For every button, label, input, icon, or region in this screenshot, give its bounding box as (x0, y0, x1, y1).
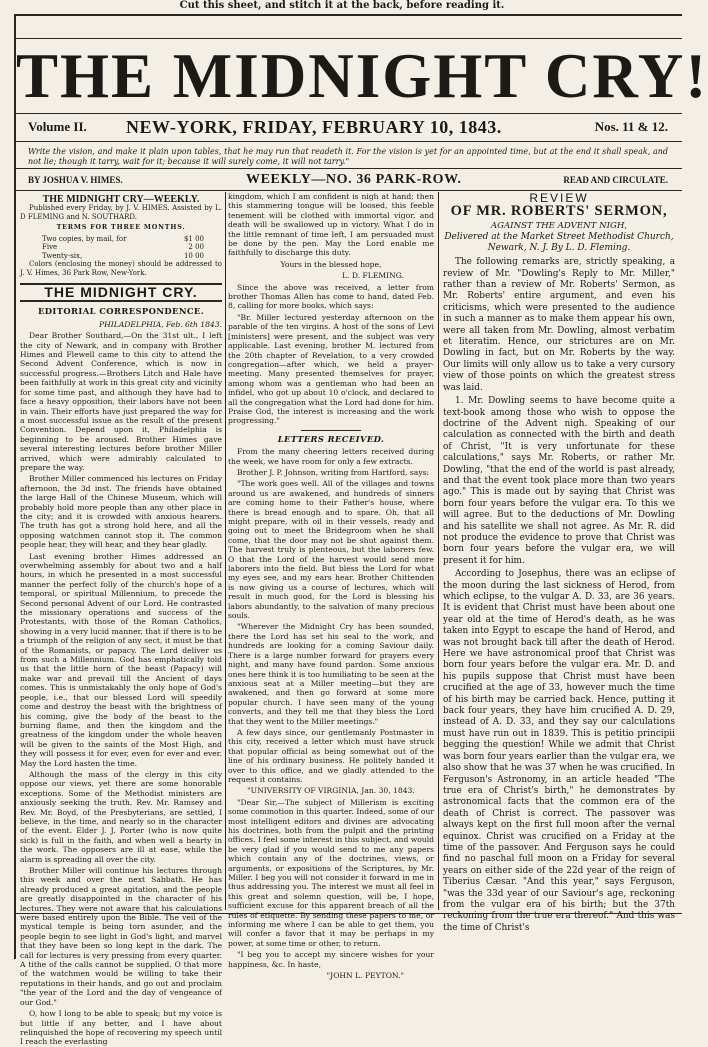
office-address: WEEKLY—NO. 36 PARK-ROW. (246, 172, 462, 187)
publication-info: Published every Friday, by J. V. HIMES. Assisted by L. D FLEMING and N. SOUTHARD. (20, 204, 222, 221)
article-paragraph: A few days since, our gentlemanly Postmaster in this city, received a letter which must have struck that popular official as being somewhat out of the line of his ordinary business. He politely handed it over to this office, and we gladly attended to the request it contains. (228, 727, 434, 784)
cut-sheet-note: Cut this sheet, and stitch it at the back, before reading it. (179, 0, 505, 11)
motto-rule (16, 168, 682, 169)
address-note: Colors (enclosing the money) should be addressed to J. V. Himes, 36 Park Row, New-York. (20, 260, 222, 277)
column-1 (20, 192, 222, 1047)
rate-row: Two copies, by mail, for $1 00 (42, 234, 204, 243)
article-paragraph: "The work goes well. All of the villages and towns around us are awakened, and hundreds of sinners are coming home to their Father's house, where there is bread enough and to spare. Oh, that all might prepare, with oil in their vessels, ready and going out to meet the Bridegroom when he shall come, that the door may not be shut against them. The harvest truly is plenteous, but the laborers few. O that the Lord of the harvest would send more laborers into the field. But bless the Lord for what my eyes see, and my ears hear. Brother Chittenden is now giving us a course of lectures, which will result in much good, for the Lord is blessing his labors abundantly, to the salvation of many precious souls. (228, 479, 434, 621)
article-paragraph: Brother J. P. Johnson, writing from Hartford, says: (237, 467, 430, 477)
issue-line (28, 117, 668, 137)
author-credit: BY JOSHUA V. HIMES. (28, 175, 123, 185)
rate-row: Five 2 00 (42, 243, 204, 252)
masthead-bottom-rule (16, 113, 682, 114)
dateline: NEW-YORK, FRIDAY, FEBRUARY 10, 1843. (126, 117, 502, 137)
column-2 (228, 192, 434, 981)
read-circulate: READ AND CIRCULATE. (563, 175, 668, 185)
article-paragraph: The following remarks are, strictly speaking, a review of Mr. "Dowling's Reply to Mr. Miller," rather than a review of Mr. Roberts' Sermon, as Mr. Roberts' entire argument, and even his criticisms, which were presented to the audience in such a manner as to make them appear his own, were all taken from Mr. Dowling, almost verbatim et literatim. Hence, our strictures are on Mr. Dowling in fact, but on Mr. Roberts by the way. Our limits will only allow us to take a very cursory view of those points on which the greatest stress was laid. (443, 257, 675, 393)
article-paragraph: O, how I long to be able to speak; but my voice is but little if any better, and I have about relinquished the hope of recovering my speech until I reach the everlasting (20, 1009, 222, 1047)
article-paragraph: Brother Miller will continue his lectures through this week and over the next Sabbath. He has already produced a great agitation, and the people are greatly disappointed in the character of his lectures. They were not aware that his calculations were based entirely upon the Bible. The veil of the mystical temple is being torn asunder, and the people begin to see light in God's light, and marvel that they have been so long kept in the dark. The call for lectures is very pressing from every quarter. A tithe of the calls cannot be supplied. O that more of the watchmen would be willing to take their reputations in their hands, and go out and proclaim "the year of the Lord and the day of vengeance of our God." (20, 866, 222, 1007)
terms-heading: TERMS FOR THREE MONTHS. (56, 223, 186, 232)
article-paragraph: Dear Brother Southard,—On the 31st ult., I left the city of Newark, and in company with Brother Himes and Flewell came to this city to attend the Second Advent Conference, which is now in successful progress.—Brothers Litch and Hale have been faithfully at work in this great city and vicinity for some time past, and although they have had to face a heavy opposition, their labors have not been in vain. Their efforts have just prepared the way for a most successful issue as the result of the present Convention. Depend upon it, Philadelphia is beginning to be aroused. Brother Himes gave several interesting lectures before brother Miller arrived, which were admirably calculated to prepare the way. (20, 331, 222, 472)
article-paragraph: "Dear Sir,—The subject of Millerism is exciting some commotion in this quarter. Indeed, some of our most intelligent editors and divines are advocating his doctrines, both from the pulpit and the printing offices. I feel some interest in this subject, and would be very glad if you would send to me any papers which contain any of the doctrines, views, or arguments, or expositions of the Scriptures, by Mr. Miller. I beg you will not consider it forward in me in thus addressing you. The interest we must all feel in this great and solemn question, will be, I hope, sufficient excuse for this apparent breach of all the rules of etiquette. By sending these papers to me, or informing me where I can be able to get them, you will confer a favor that it may be perhaps in my power, at some time or other, to return. (228, 797, 434, 948)
letter-dateline: PHILADELPHIA, Feb. 6th 1843. (99, 319, 222, 329)
info-bar (18, 171, 682, 189)
column-3 (443, 191, 675, 933)
issue-rule (16, 141, 682, 142)
rate-row: Twenty-six, 10 00 (42, 251, 204, 260)
review-subtitle: AGAINST THE ADVENT NIGH, (490, 220, 628, 231)
review-author-line: Newark, N. J. By L. D. Fleming. (487, 243, 631, 254)
letters-heading: LETTERS RECEIVED. (277, 433, 385, 444)
publication-heading: THE MIDNIGHT CRY—WEEKLY. (42, 194, 200, 205)
article-paragraph: "Wherever the Midnight Cry has been sounded, there the Lord has set his seal to the work, and hundreds are looking for a coming Saviour daily. There is a large number forward for prayers every night, and many have found pardon. Some anxious ones here think it is too humiliating to be seen at the anxious seat at a Miller meeting—but they are awakened, and then go forward at some more popular church. I have seen many of the young converts, and they tell me that they bless the Lord that they went to the Miller meetings." (228, 622, 434, 726)
review-heading: REVIEW (529, 191, 589, 205)
review-venue (443, 232, 675, 254)
letter-signature: L. D. FLEMING. (342, 271, 404, 281)
issue-numbers: Nos. 11 & 12. (594, 119, 668, 134)
article-paragraph: Since the above was received, a letter from brother Thomas Allen has come to hand, dated Feb. 8, calling for more books, which says: (228, 282, 434, 311)
masthead-title: THE MIDNIGHT CRY! (16, 41, 708, 111)
article-paragraph: "I beg you to accept my sincere wishes for your happiness, &c. In haste, (228, 950, 434, 969)
page-bottom-rule (16, 913, 682, 914)
volume-label: Volume II. (28, 119, 87, 134)
review-title: OF MR. ROBERTS' SERMON, (450, 203, 668, 220)
article-paragraph: From the many cheering letters received during the week, we have room for only a few extracts. (228, 447, 434, 466)
article-paragraph: kingdom, which I am confident is nigh at hand; then this stammering tongue will be loosed, this feeble tenement will be clothed with immortal vigor, and death will be swallowed up in victory. What I do in the little remnant of time left, I am persuaded must be done by the pen. May the Lord enable me faithfully to discharge this duty. (228, 192, 434, 258)
letter-closing: Yours in the blessed hope, (280, 259, 382, 269)
article-paragraph: Last evening brother Himes addressed an overwhelming assembly for about two and a half hours, in which he presented in a most successful manner the perfect folly of the church's hope of a temporal, or spiritual Millennium, to precede the Second personal Advent of our Lord. He contrasted the missionary operations and success of the Protestants, with those of the Roman Catholics, showing in a very lucid manner, that if there is to be a triumph of the religion of any sect, it must be that of the Romanists, or papacy. The Lord deliver us from such a Millennium. God has emphatically told us that the little horn of the beast (Papacy) will make war and prevail till the Ancient of days comes. This is unmistakably the only hope of God's people, i.e., that our blessed Lord will speedily come and destroy the beast with the brightness of his coming, give the body of the beast to the burning flame, and then the kingdom and the greatness of the kingdom under the whole heaven will be given to the saints of the Most High, and they will possess it for ever, even for ever and ever. May the Lord hasten the time. (20, 551, 222, 768)
article-paragraph: According to Josephus, there was an eclipse of the moon during the last sickness of Herod, from which eclipse, to the vulgar A. D. 33, are 36 years. It is evident that Christ must have been about one year old at the time of Herod's death, as he was taken into Egypt to escape the hand of Herod, and was not brought back till after the death of Herod. Here we have astronomical proof that Christ was born four years before the vulgar era. Mr. D. and his pupils suppose that Christ must have been crucified at the age of 33, however much the time of his birth may be carried back. Hence, putting it back four years, they have him crucified A. D. 29, instead of A. D. 33, and they say our calculations must have run out in 1839. This is petitio principii begging the question! While we admit that Christ was born four years earlier than the vulgar era, we also show that he was 37 when he was crucified. In Ferguson's Astronomy, in an article headed "The true era of Christ's birth," he demonstrates by astronomical facts that the common era of the death of Christ is correct. The passover was always kept on the first full moon after the vernal equinox. Christ was crucified on a Friday at the time of the passover. And Ferguson says he could find no paschal full moon on a Friday for several years on either side of the 22d year of the reign of Tiberius Cæsar. "And this year," says Ferguson, "was the 33d year of our Saviour's age, reckoning from the vulgar era of his birth; but the 37th reckoning from the true era thereof." And this was the time of Christ's (443, 569, 675, 933)
letter-dateline: "UNIVERSITY OF VIRGINIA, Jan. 30, 1843. (247, 786, 415, 796)
section-heading: EDITORIAL CORRESPONDENCE. (37, 306, 205, 317)
article-paragraph: "Br. Miller lectured yesterday afternoon on the parable of the ten virgins. A host of the sons of Levi [ministers] were present, and the subject was very applicable. Last evening, brother M. lectured from the 20th chapter of Revelation, to a very crowded congregation—after which, we held a prayer-meeting. Many presented themselves for prayer, among whom was a gentleman who had been an infidel, who got up about 10 o'clock, and declared to all the congregation what the Lord had done for him. Praise God, the interest is increasing and the work progressing." (228, 312, 434, 426)
review-venue-line: Delivered at the Market Street Methodist Church, (444, 232, 674, 243)
article-paragraph: Brother Miller commenced his lectures on Friday afternoon, the 3d inst. The friends have obtained the large Hall of the Chinese Museum, which will probably hold more people than any other place in the city; and it is crowded with anxious hearers. The truth has got a strong hold here, and all the opposing watchmen cannot stop it. The common people hear, they will hear, and they hear gladly. (20, 474, 222, 550)
letter-signature: "JOHN L. PEYTON." (326, 971, 404, 981)
section-divider (301, 430, 361, 431)
motto: Write the vision, and make it plain upon tables, that he may run that readeth it. For the vision is yet for an appointed time, but at the end it shall speak, and not lie; though it tarry, wait for it; because it will surely come, it will not tarry." (28, 147, 668, 166)
column-divider-1 (225, 192, 226, 910)
paper-title: THE MIDNIGHT CRY. (20, 283, 222, 302)
article-paragraph: Although the mass of the clergy in this city oppose our views, yet there are some honorable exceptions. Some of the Methodist ministers are anxiously seeking the truth. Rev. Mr. Ramsey and Rev. Mr. Boyd, of the Presbyterians, are settled, I believe, in the time, and nearly so in the character of the event. Elder J. J. Porter (who is now quite sick) is full in the faith, and when well a hearty in the work. The opposers are ill at ease, while the alarm is spreading all over the city. (20, 769, 222, 864)
column-divider-2 (438, 192, 439, 910)
masthead-top-rule (16, 38, 682, 39)
article-paragraph: 1. Mr. Dowling seems to have become quite a text-book among those who wish to oppose the doctrine of the Advent nigh. Speaking of our calculation as connected with the birth and death of Christ, "It is very unfortunate for these calculations," says Mr. Roberts, or rather Mr. Dowling, "that the end of the world is past already, and that the event took place more than two years ago." This is made out by saying that Christ was born four years before the vulgar era. To this we will agree. But to the deductions of Mr. Dowling and his satellite we shall not agree. As Mr. R. did not produce the evidence to prove that Christ was born four years before the vulgar era, we will present it for him. (443, 396, 675, 566)
